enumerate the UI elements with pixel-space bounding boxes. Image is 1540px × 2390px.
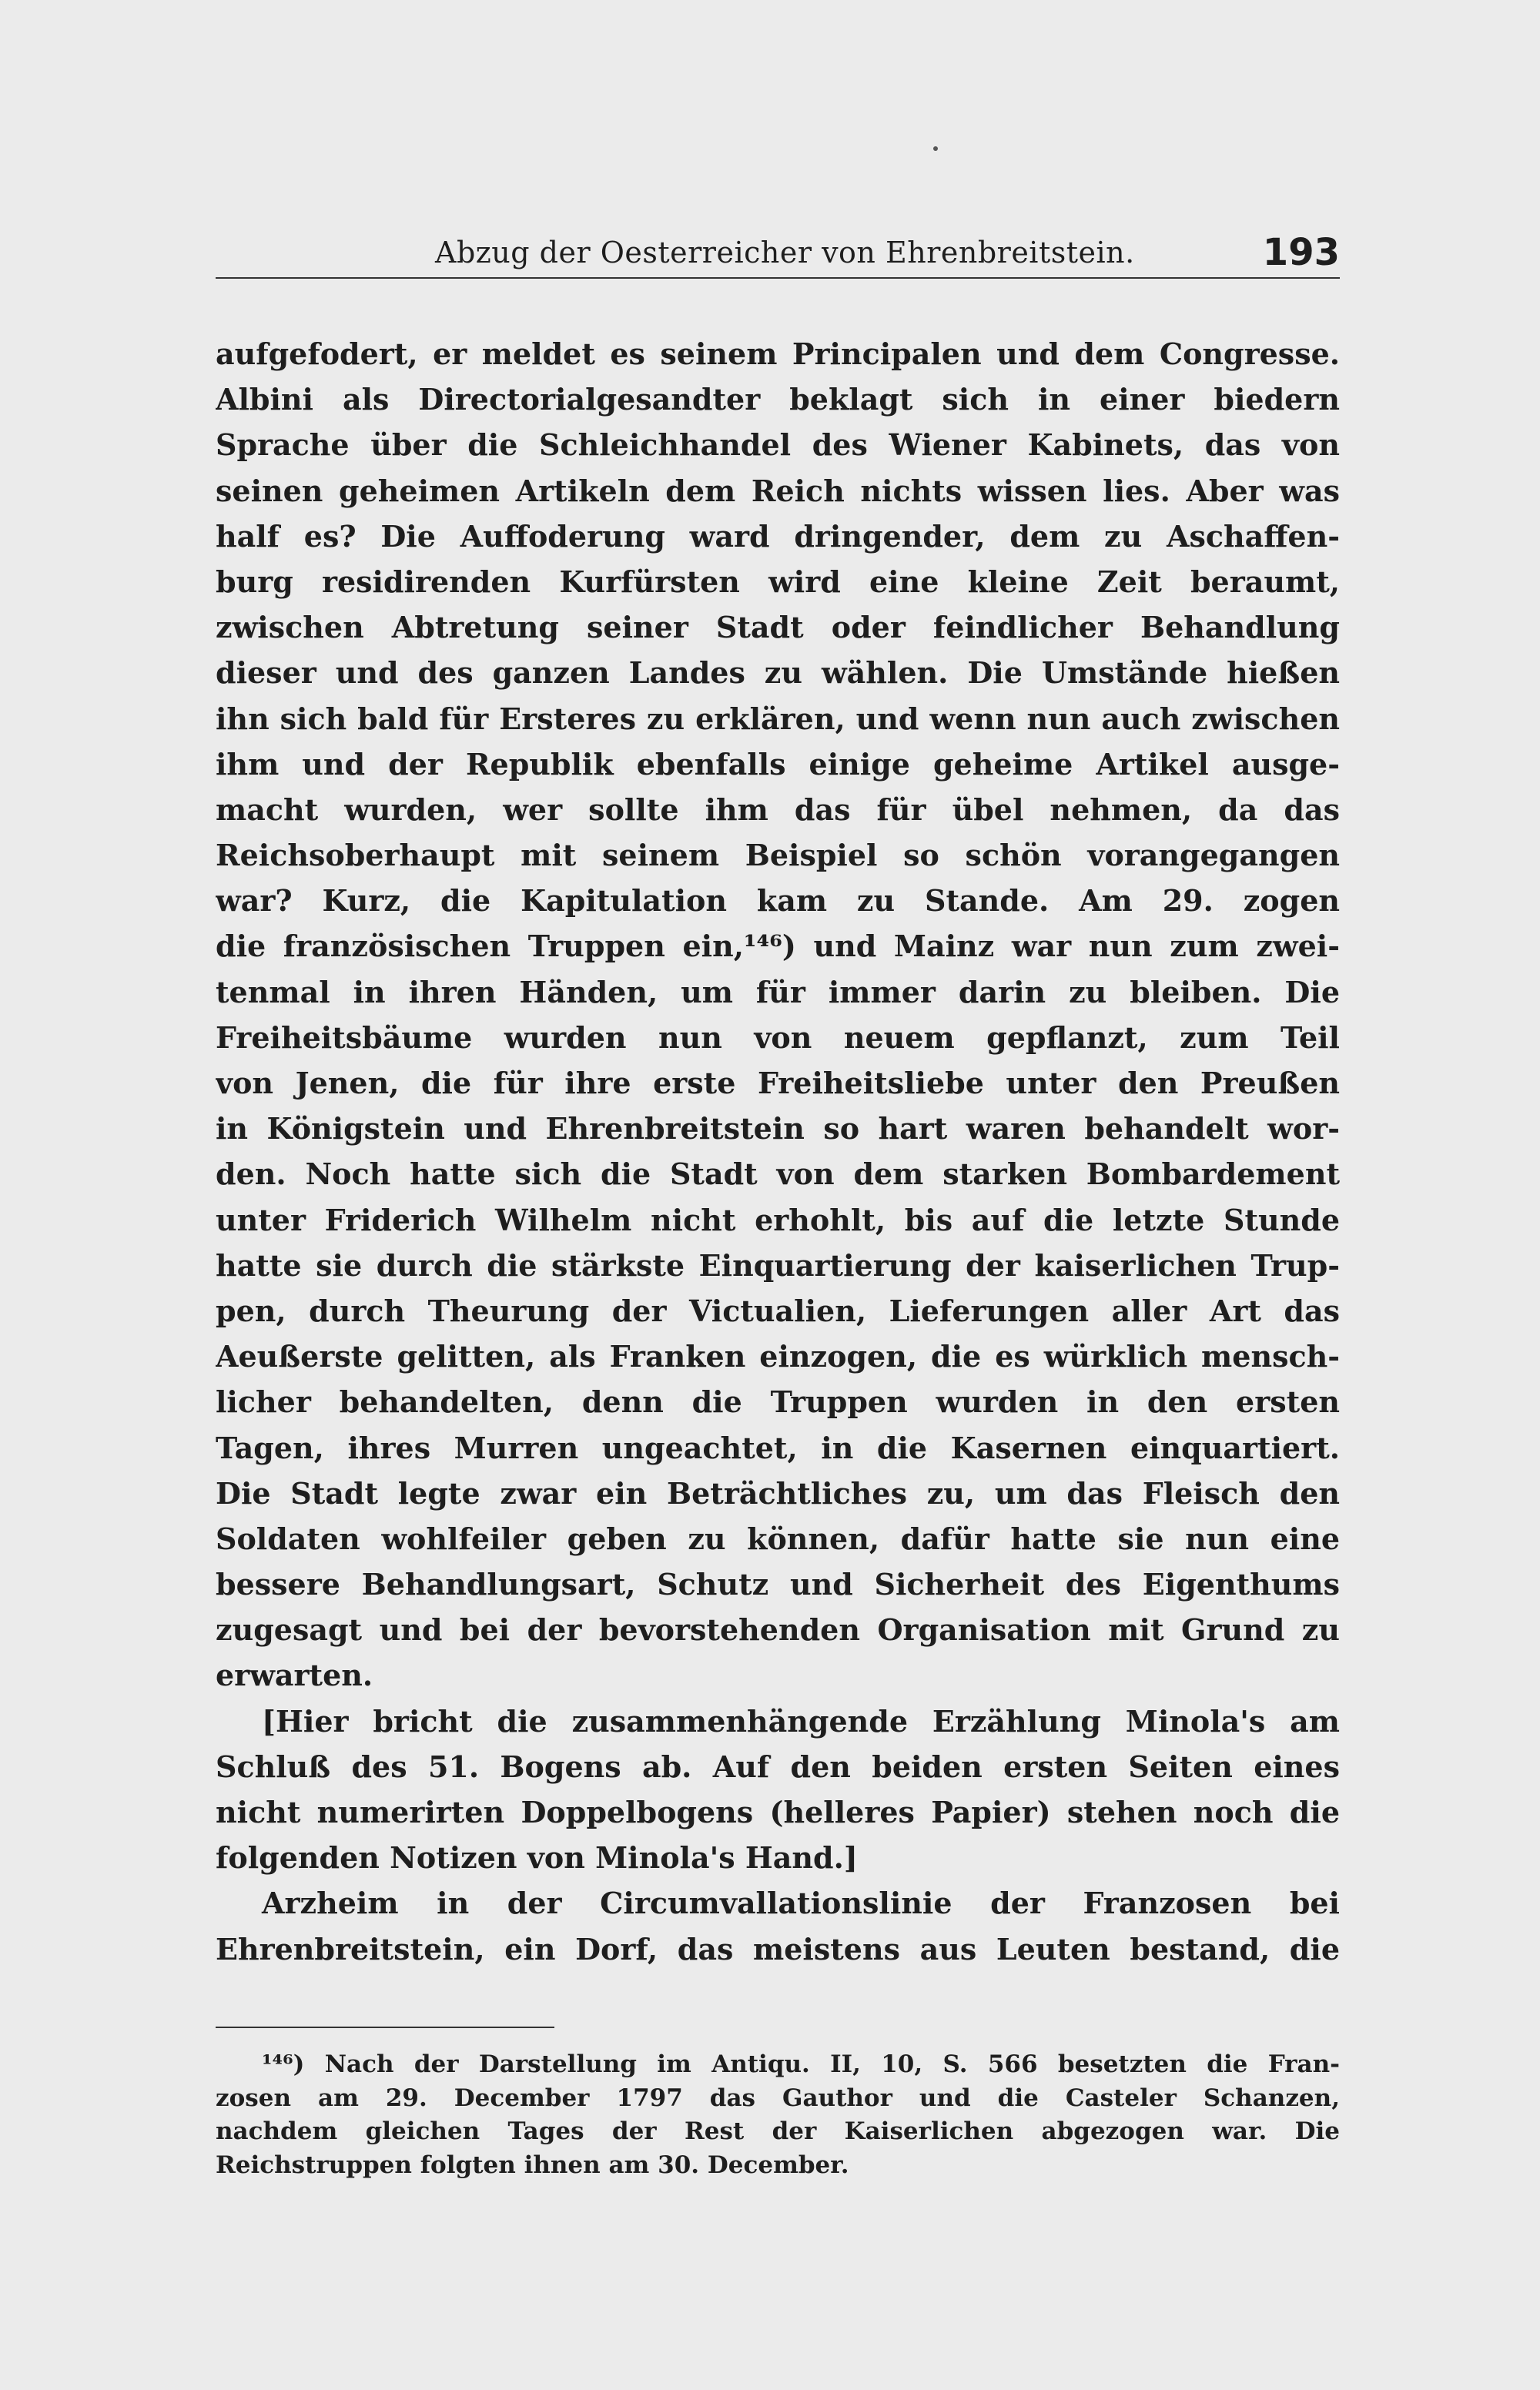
text-line: Reichsoberhaupt mit seinem Beispiel so schön vorangegangen — [216, 838, 1340, 873]
text-line: Tagen, ihres Murren ungeachtet, in die Kasernen einquartiert. — [216, 1430, 1340, 1465]
text-line: Die Stadt legte zwar ein Beträchtliches zu, um das Fleisch den — [216, 1475, 1340, 1511]
text-line: tenmal in ihren Händen, um für immer darin zu bleiben. Die — [216, 974, 1340, 1009]
footnote-rule — [216, 2027, 554, 2028]
text-line: Aeußerste gelitten, als Franken einzogen, die es würklich mensch- — [216, 1339, 1340, 1374]
text-line: ihn sich bald für Ersteres zu erklären, und wenn nun auch zwischen — [216, 701, 1340, 736]
text-line: war? Kurz, die Kapitulation kam zu Stande. Am 29. zogen — [216, 883, 1340, 919]
text-line: unter Friderich Wilhelm nicht erhohlt, bis auf die letzte Stunde — [216, 1202, 1340, 1237]
text-line: zwischen Abtretung seiner Stadt oder feindlicher Behandlung — [216, 610, 1340, 645]
footnote-line: Reichstruppen folgten ihnen am 30. December. — [216, 2151, 849, 2179]
text-line: zugesagt und bei der bevorstehenden Organisation mit Grund zu — [216, 1612, 1340, 1648]
text-line: Freiheitsbäume wurden nun von neuem gepflanzt, zum Teil — [216, 1019, 1340, 1055]
text-line: Ehrenbreitstein, ein Dorf, das meistens aus Leuten bestand, die — [216, 1931, 1340, 1967]
text-line: hatte sie durch die stärkste Einquartierung der kaiserlichen Trup- — [216, 1247, 1340, 1283]
text-line: bessere Behandlungsart, Schutz und Sicherheit des Eigenthums — [216, 1567, 1340, 1602]
body-text — [216, 331, 1340, 1972]
text-line: Albini als Directorialgesandter beklagt sich in einer biedern — [216, 382, 1340, 417]
text-line: licher behandelten, denn die Truppen wurden in den ersten — [216, 1384, 1340, 1420]
text-line: in Königstein und Ehrenbreitstein so hart waren behandelt wor- — [216, 1111, 1340, 1146]
text-line: erwarten. — [216, 1658, 373, 1693]
page-header — [216, 231, 1340, 277]
text-line: folgenden Notizen von Minola's Hand.] — [216, 1840, 858, 1876]
running-head: Abzug der Oesterreicher von Ehrenbreitstein. — [435, 236, 1135, 269]
footnote-line: nachdem gleichen Tages der Rest der Kaiserlichen abgezogen war. Die — [216, 2117, 1340, 2145]
header-rule — [216, 277, 1340, 279]
footnotes — [216, 2048, 1340, 2182]
text-line: burg residirenden Kurfürsten wird eine kleine Zeit beraumt, — [216, 564, 1340, 599]
page-number: 193 — [1262, 231, 1340, 274]
text-line: die französischen Truppen ein,¹⁴⁶) und Mainz war nun zum zwei- — [216, 929, 1340, 964]
footnote-line: zosen am 29. December 1797 das Gauthor und die Casteler Schanzen, — [216, 2084, 1340, 2112]
text-line: von Jenen, die für ihre erste Freiheitsliebe unter den Preußen — [216, 1066, 1340, 1100]
text-line: den. Noch hatte sich die Stadt von dem starken Bombardement — [216, 1157, 1340, 1192]
text-line: Schluß des 51. Bogens ab. Auf den beiden ersten Seiten eines — [216, 1749, 1340, 1784]
text-line: [Hier bricht die zusammenhängende Erzählung Minola's am — [262, 1703, 1340, 1739]
text-line: macht wurden, wer sollte ihm das für übel nehmen, da das — [216, 792, 1340, 827]
text-line: Arzheim in der Circumvallationslinie der Franzosen bei — [262, 1886, 1340, 1921]
text-line: seinen geheimen Artikeln dem Reich nichts wissen lies. Aber was — [216, 473, 1340, 508]
print-speck — [933, 146, 938, 151]
text-line: dieser und des ganzen Landes zu wählen. Die Umstände hießen — [216, 655, 1340, 691]
text-line: pen, durch Theurung der Victualien, Lieferungen aller Art das — [216, 1293, 1340, 1328]
footnote-line: ¹⁴⁶) Nach der Darstellung im Antiqu. II, 10, S. 566 besetzten die Fran- — [262, 2050, 1340, 2078]
text-line: aufgefodert, er meldet es seinem Principalen und dem Congresse. — [216, 336, 1340, 371]
text-line: ihm und der Republik ebenfalls einige geheime Artikel ausge- — [216, 746, 1340, 782]
text-line: Soldaten wohlfeiler geben zu können, dafür hatte sie nun eine — [216, 1521, 1340, 1556]
text-line: half es? Die Auffoderung ward dringender, dem zu Aschaffen- — [216, 518, 1340, 554]
text-line: nicht numerirten Doppelbogens (helleres Papier) stehen noch die — [216, 1795, 1340, 1829]
text-line: Sprache über die Schleichhandel des Wiener Kabinets, das von — [216, 427, 1340, 463]
